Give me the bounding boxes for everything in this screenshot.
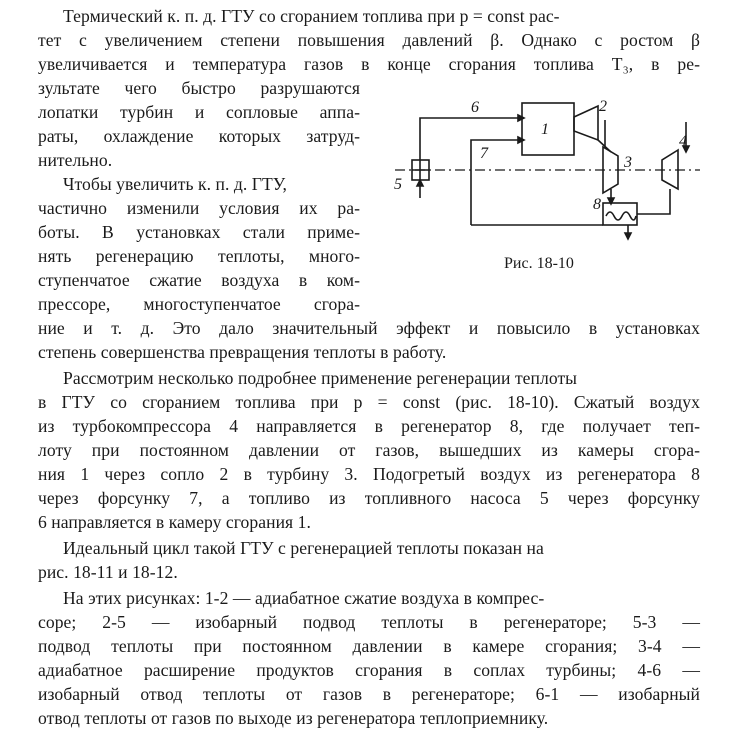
text-line: увеличивается и температура газов в конце сгорания топлива T₃, в ре- (38, 54, 700, 74)
text-line: адиабатное расширение продуктов сгорания в соплах турбины; 4-6 — (38, 660, 700, 680)
label-8: 8 (593, 196, 601, 213)
text-line: тет с увеличением степени повышения давлений β. Однако с ростом β (38, 30, 700, 50)
text-line: из турбокомпрессора 4 направляется в регенератор 8, где получает теп- (38, 416, 700, 436)
text-line: подвод теплоты при постоянном давлении в камере сгорания; 3-4 — (38, 636, 700, 656)
text-line: прессоре, многоступенчатое сгора- (38, 294, 360, 314)
gtu-regeneration-scheme (372, 92, 702, 280)
label-4: 4 (679, 133, 687, 150)
label-3: 3 (624, 154, 632, 171)
text-line: Чтобы увеличить к. п. д. ГТУ, (63, 174, 287, 194)
text-line: соре; 2-5 — изобарный подвод теплоты в регенераторе; 5-3 — (38, 612, 700, 632)
figure-caption: Рис. 18-10 (504, 255, 574, 272)
text-line: лоту при постоянном давлении от газов, вышедших из камеры сгора- (38, 440, 700, 460)
text-line: рис. 18-11 и 18-12. (38, 562, 178, 582)
text-line: На этих рисунках: 1-2 — адиабатное сжатие воздуха в компрес- (63, 588, 545, 608)
text-line: в ГТУ со сгоранием топлива при p = const (рис. 18-10). Сжатый воздух (38, 392, 700, 412)
text-line: зультате чего быстро разрушаются (38, 78, 360, 98)
text-line: Термический к. п. д. ГТУ со сгоранием топлива при p = const рас- (63, 6, 560, 26)
label-1: 1 (541, 121, 549, 138)
text-line: отвод теплоты от газов по выходе из регенератора теплоприемнику. (38, 708, 549, 728)
text-line: ступенчатое сжатие воздуха в ком- (38, 270, 360, 290)
label-7: 7 (480, 145, 488, 162)
label-2: 2 (599, 98, 607, 115)
label-6: 6 (471, 99, 479, 116)
text-line: ние и т. д. Это дало значительный эффект и повысило в установках (38, 318, 700, 338)
nozzle (574, 106, 598, 140)
text-line: частично изменили условия их ра- (38, 198, 360, 218)
text-line: изобарный отвод теплоты от газов в регенераторе; 6-1 — изобарный (38, 684, 700, 704)
text-line: раты, охлаждение которых затруд- (38, 126, 360, 146)
text-line: степень совершенства превращения теплоты в работу. (38, 342, 447, 362)
label-5: 5 (394, 176, 402, 193)
text-line: через форсунку 7, а топливо из топливного насоса 5 через форсунку (38, 488, 700, 508)
text-line: Рассмотрим несколько подробнее применение регенерации теплоты (63, 368, 578, 388)
text-line: боты. В установках стали приме- (38, 222, 360, 242)
text-line: нительно. (38, 150, 113, 170)
text-line: Идеальный цикл такой ГТУ с регенерацией теплоты показан на (63, 538, 544, 558)
text-line: 6 направляется в камеру сгорания 1. (38, 512, 311, 532)
text-line: нять регенерацию теплоты, много- (38, 246, 360, 266)
text-line: ния 1 через сопло 2 в турбину 3. Подогретый воздух из регенератора 8 (38, 464, 700, 484)
text-line: лопатки турбин и сопловые аппа- (38, 102, 360, 122)
